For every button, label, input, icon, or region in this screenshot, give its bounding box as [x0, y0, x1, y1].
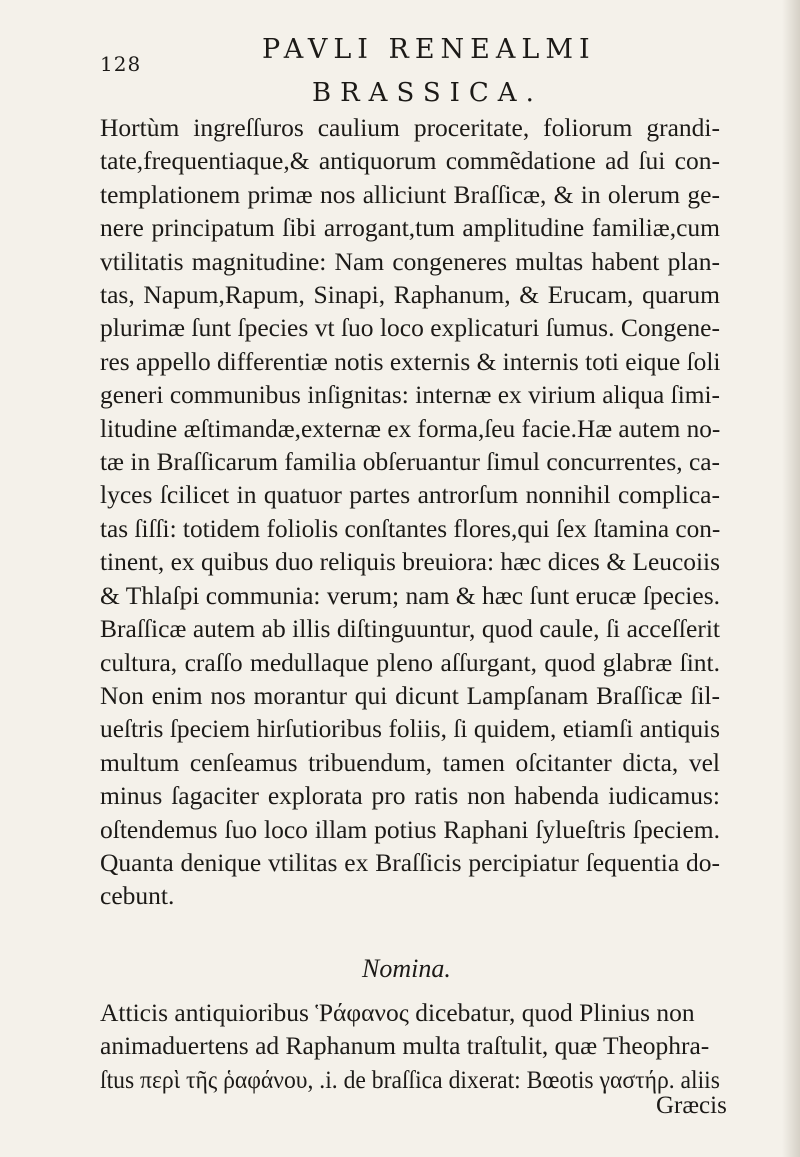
- text-line: nere principatum ſibi arrogant,tum amplitudine familiæ,cum: [100, 213, 720, 243]
- text-line: Non enim nos morantur qui dicunt Lampſanam Braſſicæ ſil-: [100, 680, 720, 710]
- text-line: generi communibus inſignitas: internæ ex virium aliqua ſimi-: [100, 380, 720, 410]
- text-line: animaduertens ad Raphanum multa traſtulit, quæ Theophra-: [100, 1031, 710, 1061]
- text-line: tas ſiſſi: totidem foliolis conſtantes flores,qui ſex ſtamina con-: [100, 513, 720, 543]
- text-line: vtilitatis magnitudine: Nam congeneres multas habent plan-: [100, 246, 720, 276]
- text-line: cultura, craſſo medullaque pleno aſſurgant, quod glabræ ſint.: [100, 647, 720, 677]
- text-line: templationem primæ nos alliciunt Braſſicæ, & in olerum ge-: [100, 179, 720, 209]
- subheading-nomina: Nomina.: [362, 954, 451, 983]
- text-line: tate,frequentiaque,& antiquorum commẽdatione ad ſui con-: [100, 146, 720, 176]
- text-line: Atticis antiquioribus Ῥάφανος dicebatur, quod Plinius non: [100, 998, 695, 1027]
- body-paragraph-1: [100, 111, 720, 913]
- text-line: ſtus περὶ τῆς ῥαφάνου, .i. de braſſica dixerat: Bœotis γαστήρ. aliis: [100, 1064, 720, 1094]
- text-line: lyces ſcilicet in quatuor partes antrorſum nonnihil complica-: [100, 480, 720, 510]
- text-line: cebunt.: [100, 881, 175, 911]
- text-line: plurimæ ſunt ſpecies vt ſuo loco explicaturi ſumus. Congene-: [100, 313, 720, 343]
- text-line: minus ſagaciter explorata pro ratis non habenda iudicamus:: [100, 781, 720, 811]
- text-line: tinent, ex quibus duo reliquis breuiora: hæc dices & Leucoiis: [100, 547, 720, 577]
- text-line: tæ in Braſſicarum familia obſeruantur ſimul concurrentes, ca-: [100, 447, 720, 477]
- text-line: Braſſicæ autem ab illis diſtinguuntur, quod caule, ſi acceſſerit: [100, 614, 720, 644]
- text-line: litudine æſtimandæ,externæ ex forma,ſeu facie.Hæ autem no-: [100, 413, 720, 443]
- running-head: PAVLI RENEALMI: [262, 34, 596, 65]
- text-line: ueſtris ſpeciem hirſutioribus foliis, ſi quidem, etiamſi antiquis: [100, 714, 720, 744]
- section-title: BRASSICA.: [312, 78, 543, 108]
- text-line: & Thlaſpi communia: verum; nam & hæc ſunt erucæ ſpecies.: [100, 580, 720, 610]
- page-edge-shadow: [782, 0, 800, 1157]
- catchword: Græcis: [656, 1092, 727, 1119]
- text-line: tas, Napum,Rapum, Sinapi, Raphanum, & Erucam, quarum: [100, 280, 720, 310]
- text-line: Quanta denique vtilitas ex Braſſicis percipiatur ſequentia do-: [100, 847, 720, 877]
- text-line: res appello differentiæ notis externis & internis toti eique ſoli: [100, 346, 720, 376]
- text-line: multum cenſeamus tribuendum, tamen oſcitanter dicta, vel: [100, 747, 720, 777]
- page-number: 128: [100, 52, 142, 76]
- text-line: Hortùm ingreſſuros caulium proceritate, foliorum grandi-: [100, 113, 720, 142]
- body-paragraph-2: [100, 996, 720, 1096]
- text-line: oſtendemus ſuo loco illam potius Raphani ſylueſtris ſpeciem.: [100, 814, 720, 844]
